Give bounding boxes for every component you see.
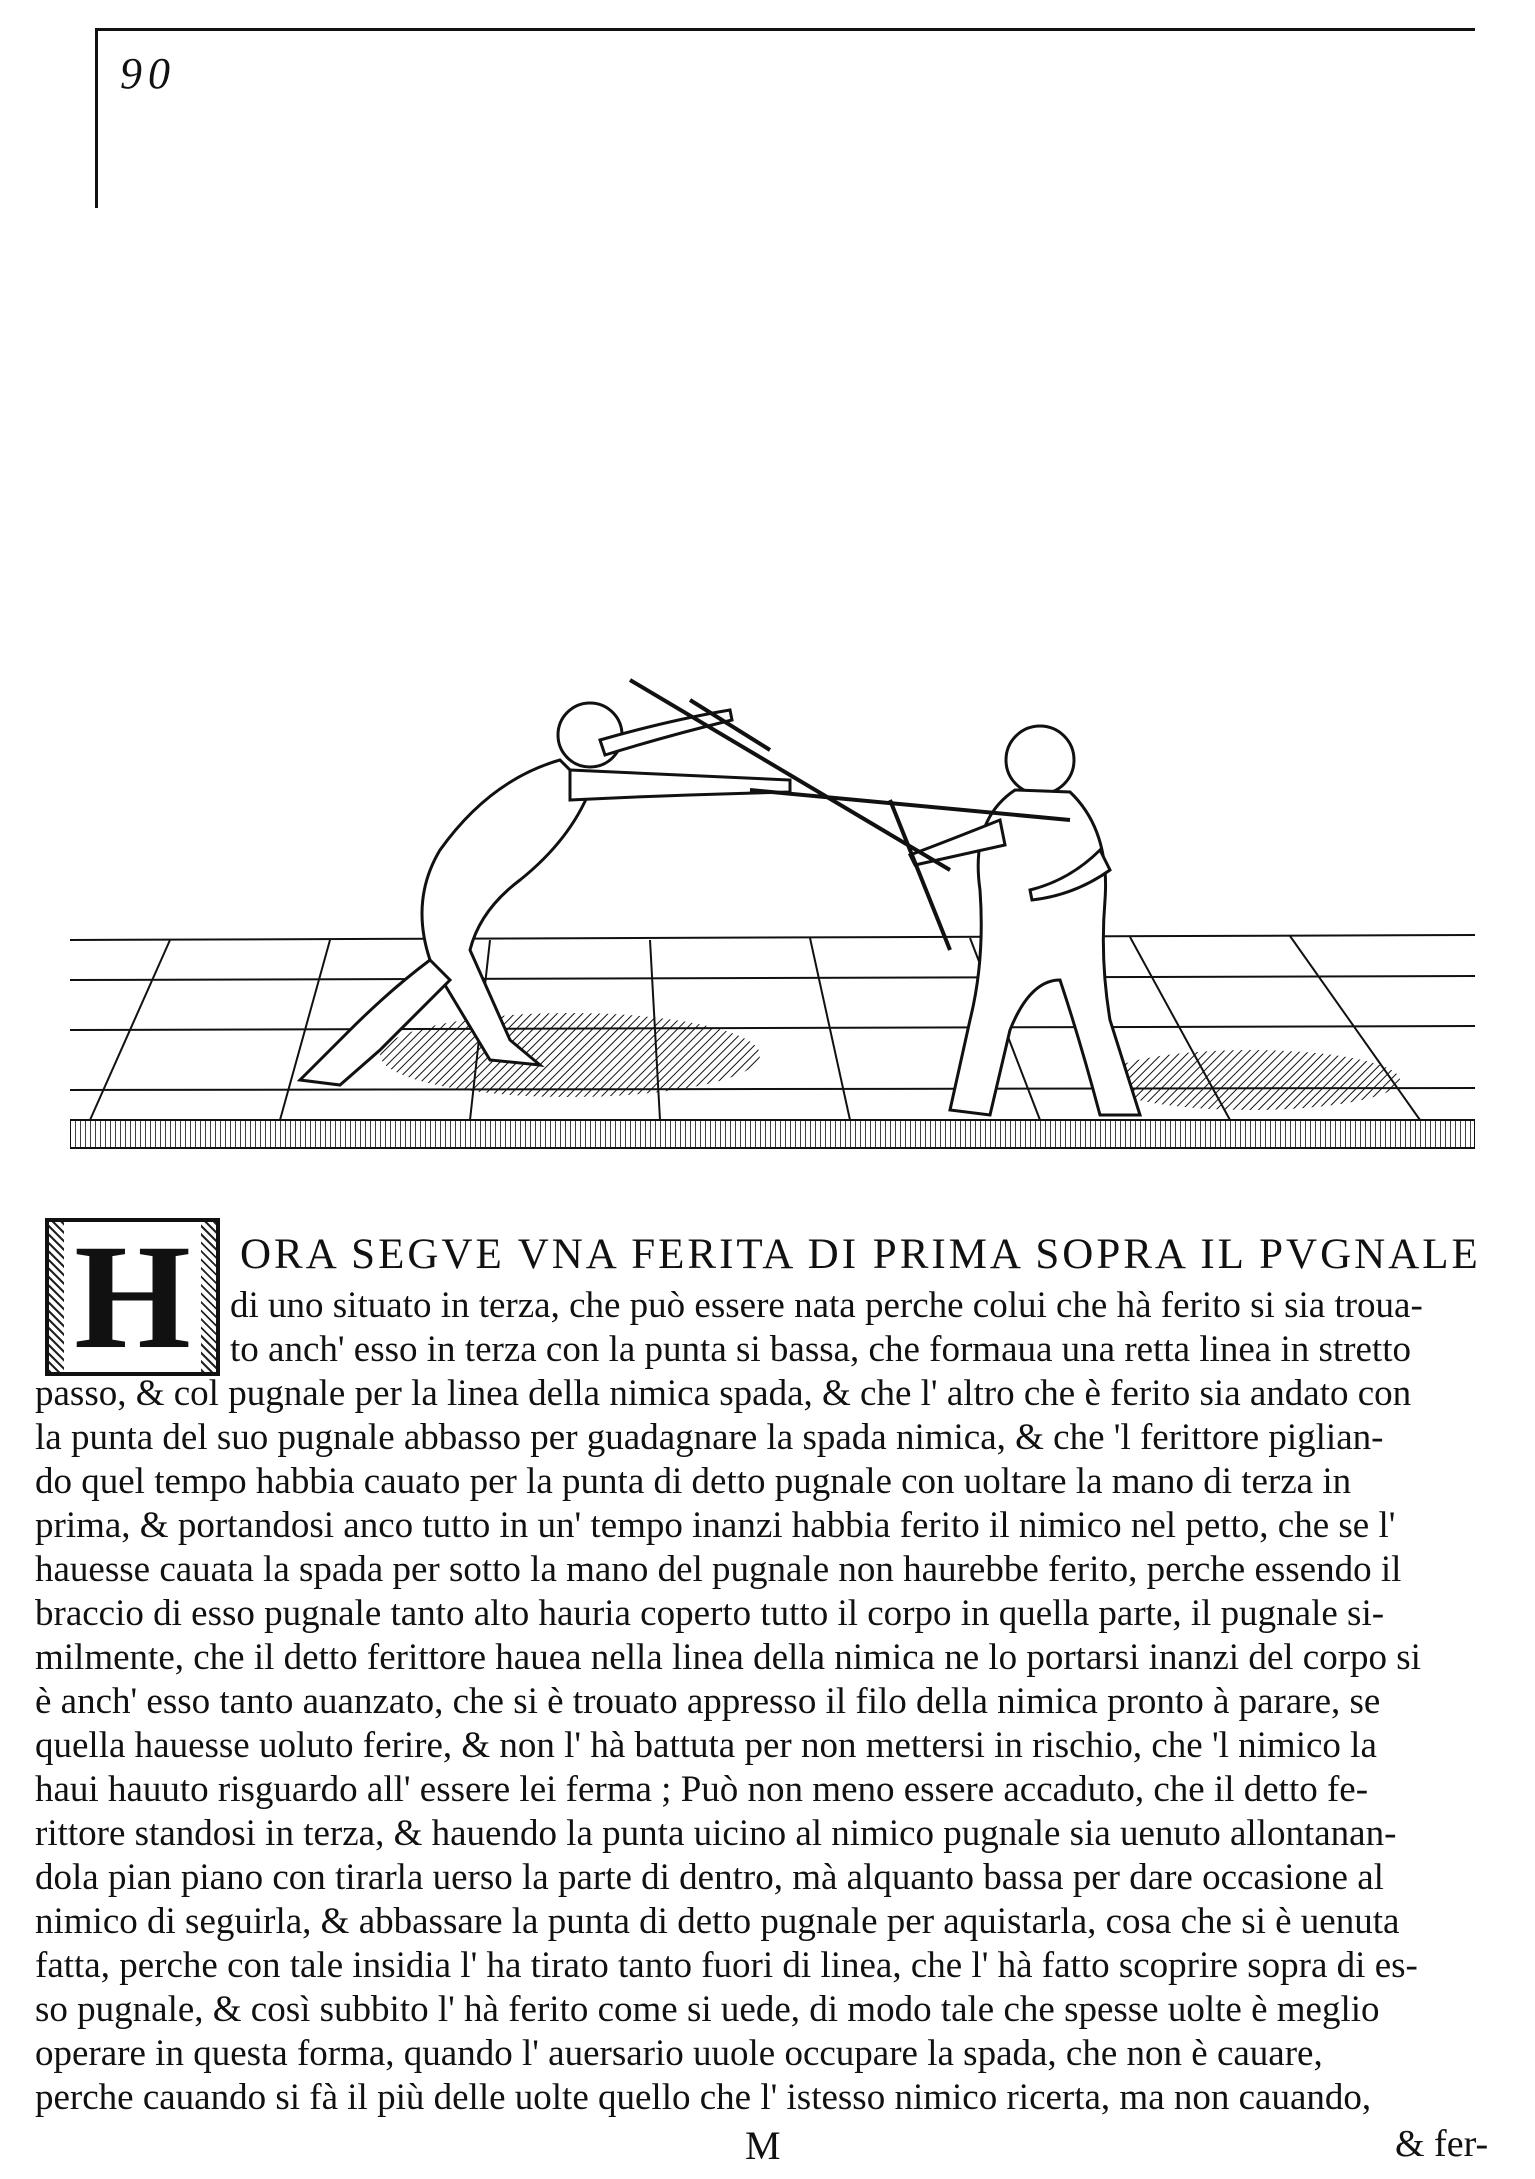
signature-mark: M <box>745 2123 781 2168</box>
text-block <box>30 1200 1490 2130</box>
text-line: dola pian piano con tirarla uerso la parte di dentro, mà alquanto bassa per dare occasione al <box>35 1857 1384 1898</box>
text-line: rittore standosi in terza, & hauendo la punta uicino al nimico pugnale sia uenuto allontanan- <box>35 1813 1397 1854</box>
text-line: prima, & portandosi anco tutto in un' tempo inanzi habbia ferito il nimico nel petto, che se l' <box>35 1505 1396 1546</box>
text-line: do quel tempo habbia cauato per la punta di detto pugnale con uoltare la mano di terza in <box>35 1461 1352 1502</box>
text-line: la punta del suo pugnale abbasso per guadagnare la spada nimica, & che 'l ferittore piglian- <box>35 1417 1384 1458</box>
text-line: haui hauuto risguardo all' essere lei ferma ; Può non meno essere accaduto, che il detto fe- <box>35 1769 1369 1810</box>
drop-cap-letter: H <box>64 1222 201 1372</box>
text-line: milmente, che il detto ferittore hauea nella linea della nimica ne lo portarsi inanzi del corpo si <box>35 1637 1421 1678</box>
floor-edge <box>70 1120 1475 1148</box>
right-fencer <box>910 726 1140 1115</box>
text-line: fatta, perche con tale insidia l' ha tirato tanto fuori di linea, che l' hà fatto scoprire sopra di es- <box>35 1945 1418 1986</box>
text-line: operare in questa forma, quando l' auersario uuole occupare la spada, che non è cauare, <box>35 2033 1323 2074</box>
frame-rule-vertical <box>95 28 98 208</box>
decorated-initial <box>45 1214 220 1380</box>
text-line: è anch' esso tanto auanzato, che si è trouato appresso il filo della nimica pronto à parare, se <box>35 1681 1381 1722</box>
catchword: & fer- <box>1395 2123 1489 2165</box>
text-line: hauesse cauata la spada per sotto la mano del pugnale non haurebbe ferito, perche essendo il <box>35 1549 1402 1590</box>
text-line: passo, & col pugnale per la linea della nimica spada, & che l' altro che è ferito sia andato con <box>35 1373 1412 1414</box>
text-line: perche cauando si fà il più delle uolte quello che l' istesso nimico ricerta, ma non cauando, <box>35 2077 1372 2118</box>
page-number: 90 <box>120 49 176 98</box>
text-line: quella hauesse uoluto ferire, & non l' hà battuta per non mettersi in rischio, che 'l nimico la <box>35 1725 1377 1766</box>
frame-rule-horizontal <box>95 28 1475 31</box>
text-line: so pugnale, & così subbito l' hà ferito come si uede, di modo tale che spesse uolte è meglio <box>35 1989 1380 2030</box>
shadow-left <box>380 1013 760 1097</box>
shadow-right <box>1100 1050 1400 1110</box>
section-heading: ORA SEGVE VNA FERITA DI PRIMA SOPRA IL PVGNALE <box>240 1231 1481 1278</box>
text-line: braccio di esso pugnale tanto alto hauria coperto tutto il corpo in quella parte, il pugnale si- <box>35 1593 1385 1634</box>
fencing-illustration <box>70 660 1475 1180</box>
text-line: di uno situato in terza, che può essere nata perche colui che hà ferito si sia troua- <box>230 1285 1423 1326</box>
text-line: nimico di seguirla, & abbassare la punta di detto pugnale per aquistarla, cosa che si è uenuta <box>35 1901 1400 1942</box>
text-line: to anch' esso in terza con la punta si bassa, che formaua una retta linea in stretto <box>230 1329 1411 1370</box>
